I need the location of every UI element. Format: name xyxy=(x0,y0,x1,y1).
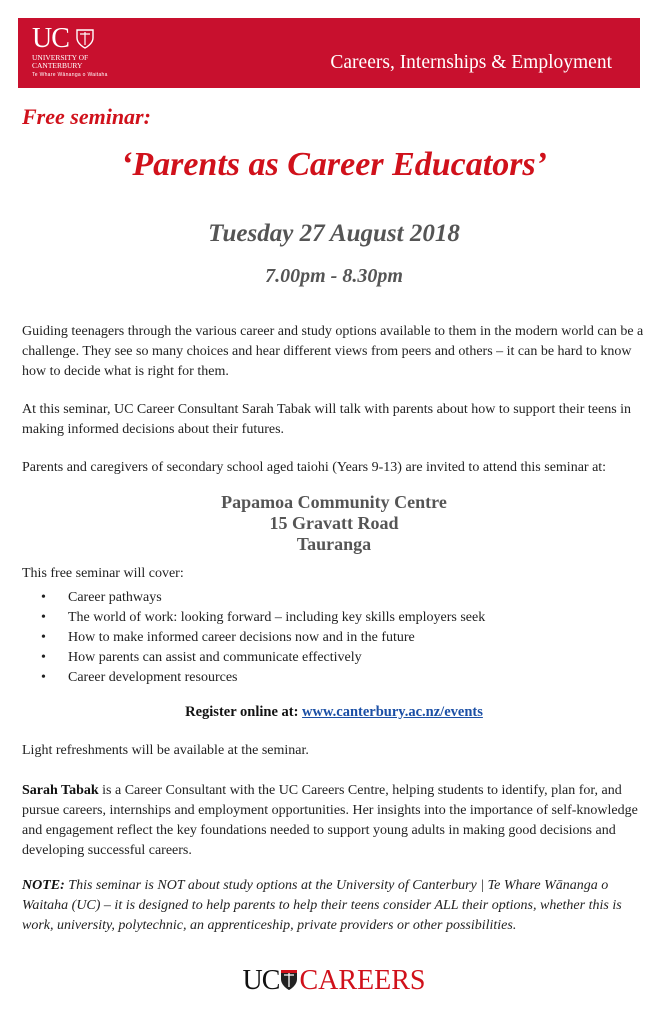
footer-careers-text: CAREERS xyxy=(299,965,426,996)
note-text: This seminar is NOT about study options at the University of Canterbury | Te Whare Wānanga o Waitaha (UC) – it is designed to help parents to help their teens consider ALL their options, whether this is work, university, polytechnic, an apprenticeship, private providers or other possibilities. xyxy=(22,878,622,933)
consultant-bio xyxy=(22,781,654,861)
uc-careers-logo xyxy=(0,965,668,997)
list-item: • The world of work: looking forward – including key skills employers seek xyxy=(22,608,642,628)
list-item: • Career development resources xyxy=(22,668,642,688)
venue-street: 15 Gravatt Road xyxy=(269,513,399,533)
intro-paragraph: Guiding teenagers through the various career and study options available to them in the modern world can be a challenge. They see so many choices and hear different views from peers and others – it can be hard to know how to decide what is right for them. xyxy=(22,324,644,379)
refreshments-note: Light refreshments will be available at the seminar. xyxy=(22,743,309,758)
venue-address xyxy=(0,492,668,555)
crest-icon xyxy=(76,29,94,49)
venue-city: Tauranga xyxy=(296,534,372,554)
uc-logo xyxy=(32,23,162,81)
department-title: Careers, Internships & Employment xyxy=(330,52,612,73)
logo-canterbury: CANTERBURY xyxy=(32,61,83,70)
logo-university-of: UNIVERSITY OF xyxy=(32,53,89,62)
list-item: • How parents can assist and communicate effectively xyxy=(22,648,642,668)
seminar-title: ‘Parents as Career Educators’ xyxy=(121,146,547,183)
seminar-paragraph: At this seminar, UC Career Consultant Sarah Tabak will talk with parents about how to support their teens in making informed decisions about their futures. xyxy=(22,402,632,437)
list-item: • How to make informed career decisions now and in the future xyxy=(22,628,642,648)
list-item: • Career pathways xyxy=(22,588,642,608)
audience-paragraph: Parents and caregivers of secondary school aged taiohi (Years 9-13) are invited to attend this seminar at: xyxy=(22,460,607,475)
seminar-date: Tuesday 27 August 2018 xyxy=(208,220,460,247)
cover-intro: This free seminar will cover: xyxy=(22,566,184,581)
logo-uc-text: UC xyxy=(32,23,69,54)
note-paragraph xyxy=(22,876,654,936)
note-label: NOTE: xyxy=(22,878,65,893)
venue-name: Papamoa Community Centre xyxy=(221,492,447,512)
footer-uc-text: UC xyxy=(242,965,280,996)
topics-list xyxy=(22,588,642,688)
crest-icon xyxy=(280,969,298,991)
logo-maori-name: Te Whare Wānanga o Waitaha xyxy=(32,72,108,78)
consultant-name: Sarah Tabak xyxy=(22,783,99,798)
register-line xyxy=(0,704,668,721)
seminar-time: 7.00pm - 8.30pm xyxy=(265,265,403,287)
bio-text: is a Career Consultant with the UC Careers Centre, helping students to identify, plan for, and pursue careers, internships and employment opportunities. Her insights into the importance of self-knowledge and engagement reflect the key foundations needed to support young adults in making good decisions and developing successful careers. xyxy=(22,783,638,858)
register-link[interactable]: www.canterbury.ac.nz/events xyxy=(302,704,483,720)
register-label: Register online at: xyxy=(185,704,299,720)
header-banner xyxy=(18,18,640,88)
free-seminar-label: Free seminar: xyxy=(22,104,151,129)
